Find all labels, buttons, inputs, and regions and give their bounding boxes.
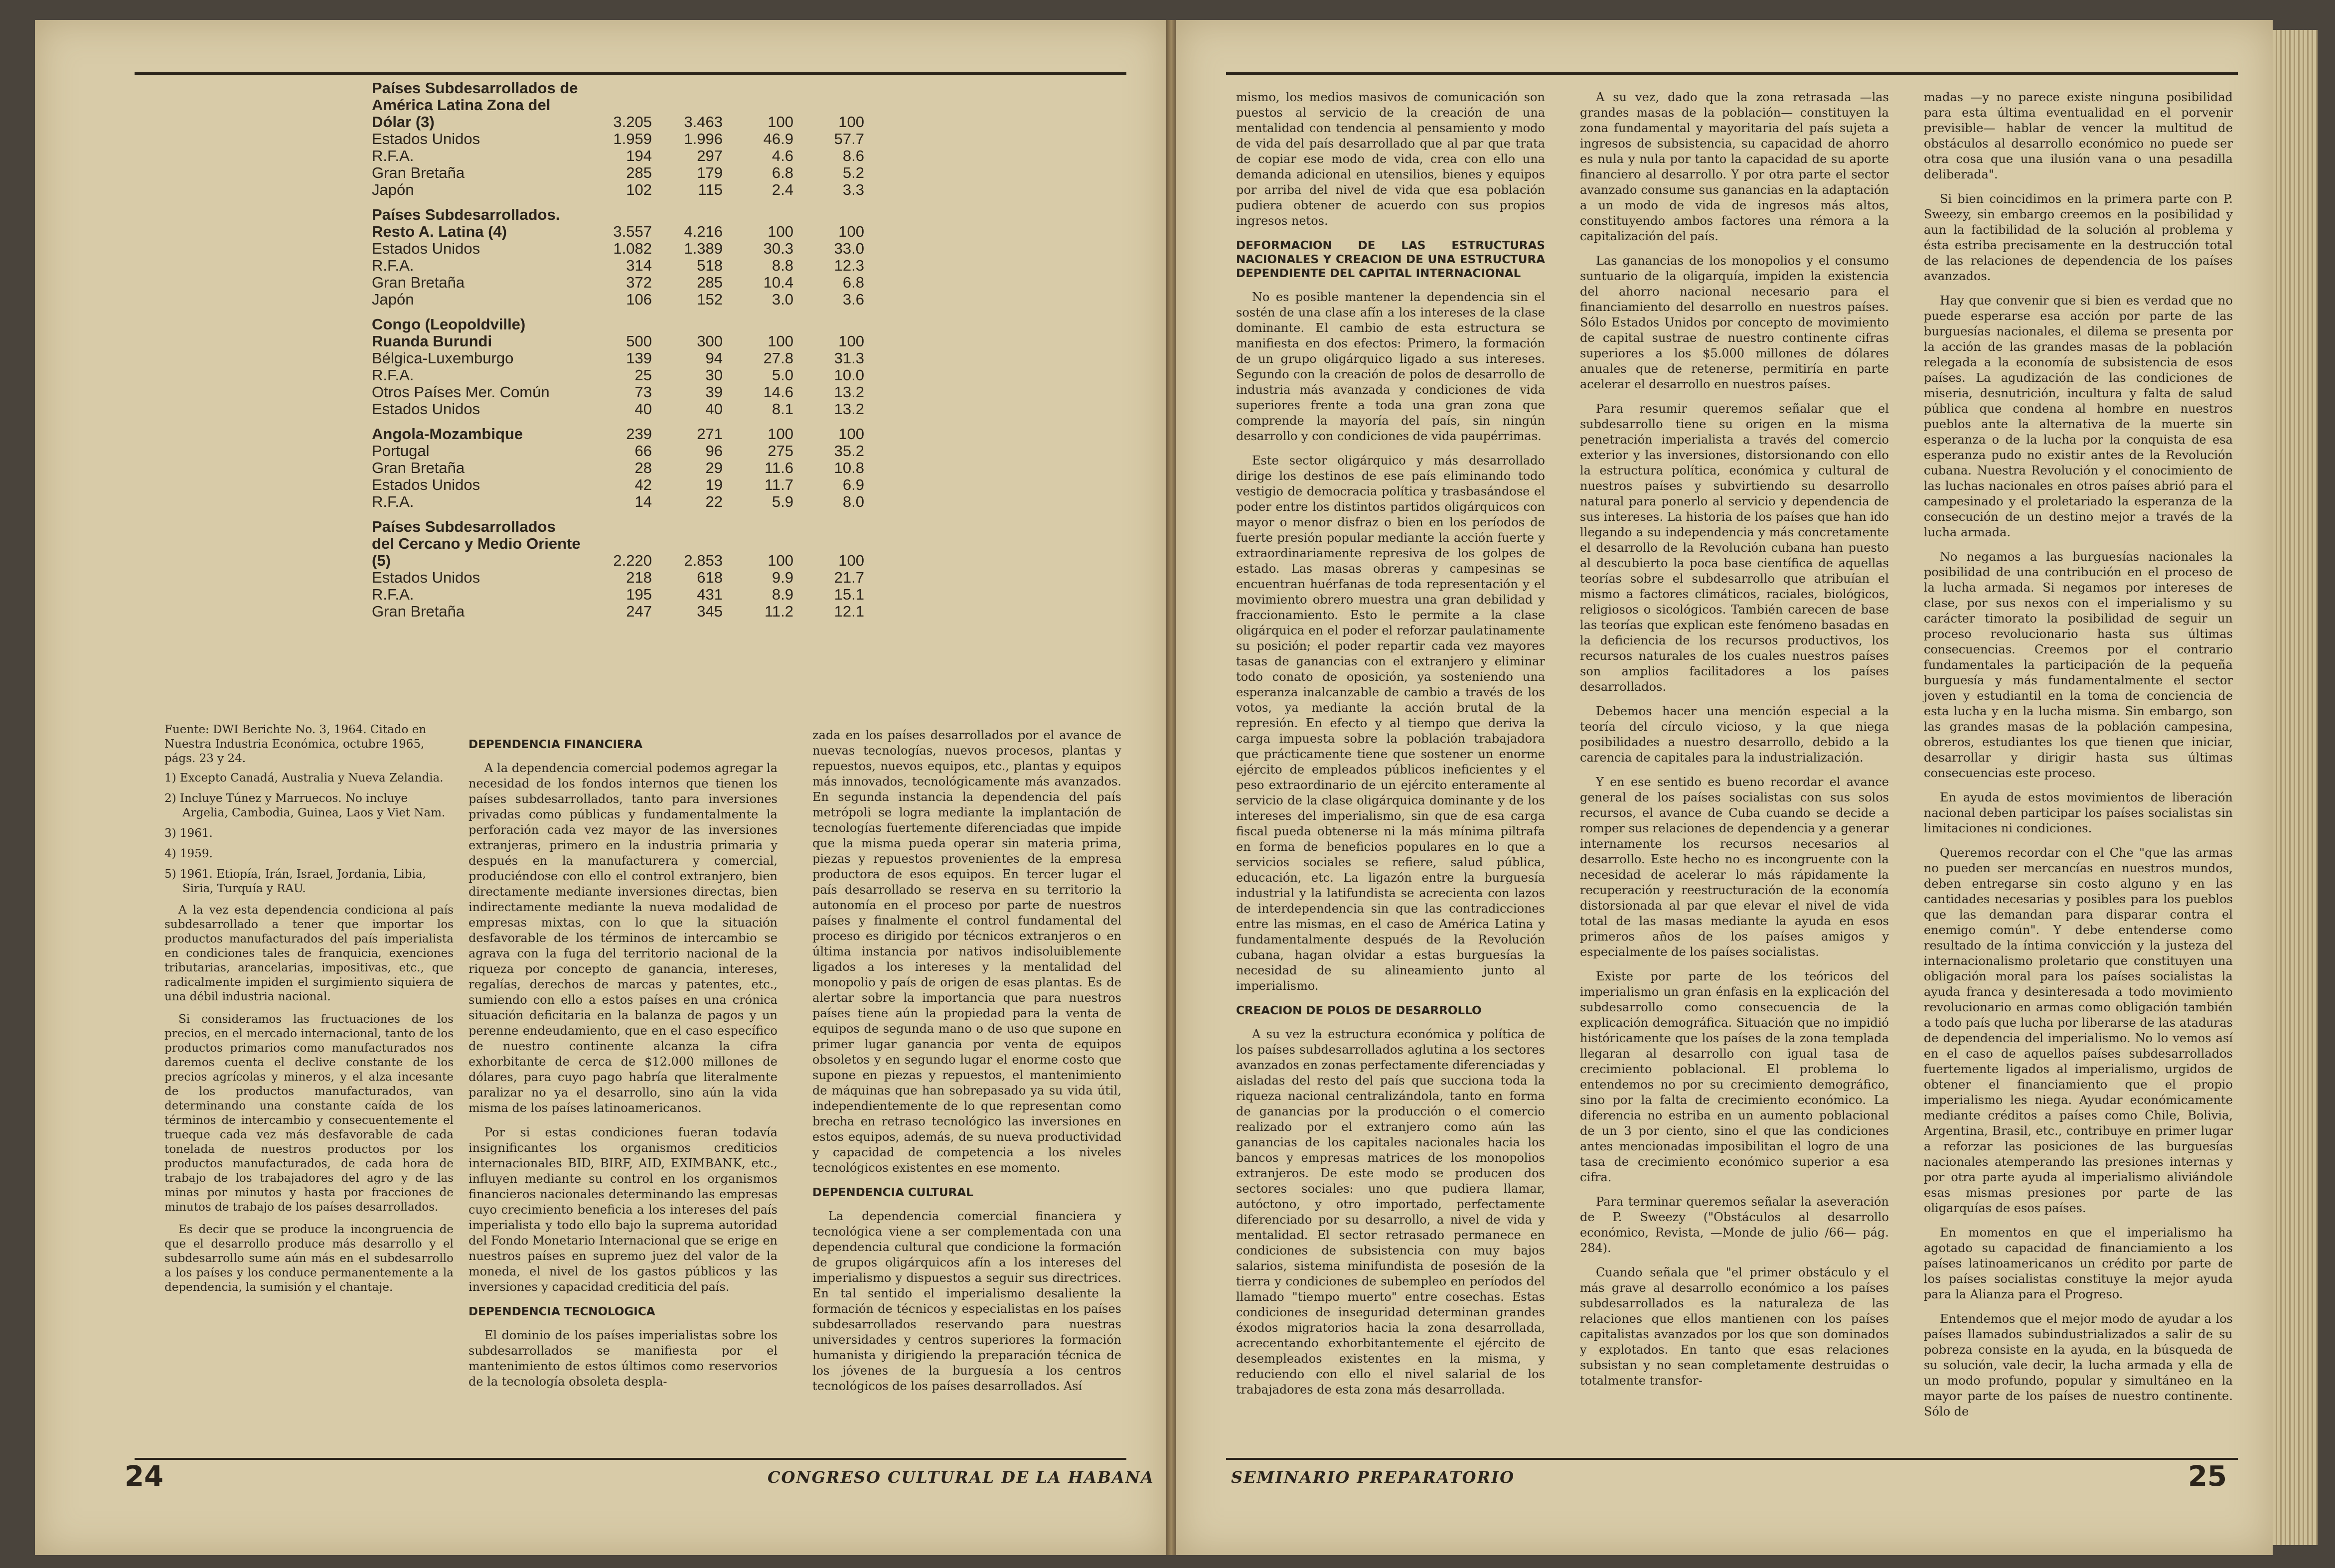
row-value: 100	[838, 223, 864, 240]
left-page	[35, 20, 1166, 1555]
table-group-row	[369, 316, 867, 350]
row-label: Estados Unidos	[372, 569, 480, 586]
row-value: 10.4	[763, 274, 793, 291]
table-row	[369, 569, 867, 586]
row-label: Japón	[372, 291, 414, 308]
right-column-3	[1924, 90, 2233, 1428]
row-value: 35.2	[834, 442, 864, 460]
section-heading: DEPENDENCIA CULTURAL	[812, 1186, 973, 1199]
table-notes	[164, 723, 454, 1303]
row-value: 3.463	[684, 113, 723, 131]
page-number: 24	[125, 1460, 163, 1493]
footer-rule	[1226, 1458, 2238, 1460]
row-value: 46.9	[763, 130, 793, 148]
footer-title: CONGRESO CULTURAL DE LA HABANA	[768, 1468, 1154, 1487]
row-label: Gran Bretaña	[372, 164, 465, 181]
row-value: 100	[768, 332, 793, 350]
row-value: 100	[768, 113, 793, 131]
table-row	[369, 350, 867, 367]
table-row	[369, 240, 867, 257]
table-row	[369, 443, 867, 460]
row-value: 2.853	[684, 552, 723, 569]
row-value: 152	[697, 291, 723, 308]
body-paragraph: zada en los países desarrollados por el avance de nuevas tecnologías, nuevos procesos, plantas y repuestos, nuevos equipos, etc., plantas y equipos más innovados, tecnológicamente más avanzados. En segunda instancia la dependencia del país metrópoli se logra mediante la implantación de tecnologías fuertemente diferenciadas que impide que la misma pueda operar sin materia prima, piezas y repuestos provenientes de la empresa productora de esos equipos. En tercer lugar el país desarrollado se reserva en su territorio la autonomía en el proceso por parte de nuestros países y finalmente el control fundamental del proceso es dirigido por técnicos extranjeros o en última instancia por nativos indisoluiblemente ligados a los intereses y la mentalidad del monopolio y país de origen de esas plantas. Es de alertar sobre la importancia que para nuestros países tiene aún la propiedad para la venta de equipos de segunda mano o de uso que supone en primer lugar ganancia por venta de equipos obsoletos y en segundo lugar el enorme costo que supone en piezas y repuestos, el mantenimiento de máquinas que han sobrepasado ya su vida útil, independientemente de lo que representan como brecha en retraso tecnológico las inversiones en estos equipos, además, de su nueva productividad y capacidad de competencia a los niveles tecnológicos existentes en ese momento.	[812, 728, 1121, 1175]
table-spacer	[369, 510, 867, 518]
row-value: 618	[697, 569, 723, 586]
row-label: R.F.A.	[372, 493, 414, 510]
row-label: Estados Unidos	[372, 476, 480, 493]
row-value: 11.7	[764, 476, 793, 493]
row-value: 42	[634, 476, 652, 493]
row-value: 8.9	[772, 586, 793, 603]
row-value: 218	[626, 569, 652, 586]
body-paragraph: En momentos en que el imperialismo ha agotado su capacidad de financiamiento a los países latinoamericanos un crédito por parte de los países socialistas constituye la mejor ayuda para la Alianza para el Progreso.	[1924, 1226, 2233, 1301]
right-page	[1176, 20, 2273, 1555]
footnote: 4) 1959.	[164, 847, 213, 860]
row-value: 39	[705, 383, 723, 401]
body-paragraph: A la dependencia comercial podemos agregar la necesidad de los fondos internos que tienen los países subdesarrollados, tanto para inversiones privadas como públicas y fundamentalmente la perforación cada vez mayor de las inversiones extranjeras, primero en la industria primaria y después en la manufacturera y comercial, produciéndose con ello el control extranjero, bien directamente mediante inversiones directas, bien indirectamente mediante la nueva modalidad de empresas mixtas, con lo que la situación desfavorable de los términos de intercambio se agrava con la fuga del territorio nacional de la riqueza por concepto de ganancia, intereses, regalías, derechos de marcas y patentes, etc., sumiendo con ello a estos países en una crónica situación deficitaria en la balanza de pagos y un perenne endeudamiento, que en el caso específico de nuestro continente alcanza la cifra exhorbitante de cerca de $12.000 millones de dólares, para cuyo pago habría que literalmente paralizar no ya el desarrollo, sino aún la vida misma de los países latinoamericanos.	[468, 761, 778, 1115]
row-label: Congo (Leopoldville) Ruanda Burundi	[372, 315, 526, 350]
row-value: 372	[626, 274, 652, 291]
row-value: 195	[626, 586, 652, 603]
row-value: 100	[838, 113, 864, 131]
row-value: 115	[698, 181, 723, 198]
row-value: 13.2	[834, 383, 864, 401]
row-value: 297	[697, 147, 723, 164]
row-value: 8.8	[772, 257, 793, 274]
row-value: 14	[634, 493, 652, 510]
table-row	[369, 164, 867, 181]
page-number: 25	[2188, 1460, 2227, 1493]
table-row	[369, 181, 867, 198]
row-value: 25	[634, 366, 652, 384]
row-value: 100	[838, 425, 864, 443]
row-value: 4.6	[772, 147, 793, 164]
footer-rule	[135, 1458, 1126, 1460]
row-value: 8.6	[842, 147, 864, 164]
body-paragraph: Las ganancias de los monopolios y el consumo suntuario de la oligarquía, impiden la existencia del ahorro nacional necesario para el financiamiento del desarrollo en nuestros países. Sólo Estados Unidos por concepto de movimiento de capital sustrae de nuestro continente cifras superiores a los $5.000 millones de dólares anuales que de retenerse, permitiría en parte acelerar el desarrollo en nuestros países.	[1580, 254, 1889, 391]
row-value: 6.8	[842, 274, 864, 291]
row-value: 285	[626, 164, 652, 181]
row-value: 275	[768, 442, 793, 460]
row-value: 6.9	[842, 476, 864, 493]
table-source: Fuente: DWI Berichte No. 3, 1964. Citado en Nuestra Industria Económica, octubre 1965, págs. 23 y 24.	[164, 723, 427, 765]
section-heading: DEFORMACION DE LAS ESTRUCTURAS NACIONALES Y CREACION DE UNA ESTRUCTURA DEPENDIENTE DEL CAPITAL INTERNACIONAL	[1236, 239, 1545, 280]
row-value: 96	[705, 442, 723, 460]
body-paragraph: Este sector oligárquico y más desarrollado dirige los destinos de ese país eliminando todo vestigio de democracia política y trasbasándose el poder entre los distintos partidos oligárquicos con mayor o menor disfraz o bien en los períodos de fuerte presión popular mediante la acción fuerte y extraordinariamente represiva de los golpes de estado. Las masas obreras y campesinas se encuentran huérfanas de toda representación y el movimiento obrero muestra una gran debilidad y fraccionamiento. Esto le permite a la clase oligárquica en el poder el reforzar paulatinamente su posición; el poder repartir cada vez mayores tasas de ganancias con el extranjero y eliminar todo conato de oposición, ya sosteniendo una esperanza inalcanzable de cambio a través de los votos, ya mediante la acción brutal de la represión. En efecto y al tiempo que deriva la carga impuesta sobre la población trabajadora que prácticamente tiene que sostener un enorme ejército de empleados públicos ineficientes y el peso extraordinario de un ejército enteramente al servicio de la clase oligárquica dominante y de los intereses del imperialismo, sin que de esa carga fiscal pueda obtenerse ni la más mínima piltrafa en forma de beneficios populares en lo que a servicios sociales se refiere, salud pública, educación, etc. La ligazón entre la burguesía industrial y la latifundista se acrecienta con lazos de interdependencia sin que las contradicciones entre las mismas, en el caso de América Latina y fundamentalmente después de la Revolución cubana, hagan olvidar a estas burguesías la necesidad de su alineamiento junto al imperialismo.	[1236, 454, 1545, 993]
table-spacer	[369, 308, 867, 316]
row-value: 3.6	[842, 291, 864, 308]
body-paragraph: No es posible mantener la dependencia sin el sostén de una clase afín a los intereses de la clase dominante. El cambio de esta estructura se manifiesta en dos efectos: Primero, la formación de un grupo oligárquico ligado a sus intereses. Segundo con la creación de polos de desarrollo de industria más avanzada y condiciones de vida superiores frente a toda una gran zona que comprende la mayoría del país, sin ningún desarrollo y con condiciones de vida paupérrimas.	[1236, 290, 1545, 443]
row-value: 271	[697, 425, 723, 443]
row-label: Estados Unidos	[372, 240, 480, 257]
footnote: 2) Incluye Túnez y Marruecos. No incluye Argelia, Cambodia, Guinea, Laos y Viet Nam.	[164, 792, 446, 819]
footer-title: SEMINARIO PREPARATORIO	[1231, 1468, 1515, 1487]
body-paragraph: Y en ese sentido es bueno recordar el avance general de los países socialistas con sus solos recursos, el avance de Cuba cuando se decide a romper sus relaciones de dependencia y a generar internamente los recursos necesarios al desarrollo. Este hecho no es incongruente con la necesidad de acelerar lo más rápidamente la recuperación y reestructuración de la economía distorsionada al par que elevar el nivel de vida total de las masas mediante la ayuda en esos primeros años de los países amigos y especialmente de los países socialistas.	[1580, 775, 1889, 959]
table-row	[369, 257, 867, 274]
row-value: 431	[697, 586, 723, 603]
table-row	[369, 384, 867, 401]
row-label: Países Subdesarrollados del Cercano y Medio Oriente (5)	[372, 518, 581, 569]
row-value: 28	[634, 459, 652, 476]
body-paragraph: Cuando señala que "el primer obstáculo y el más grave al desarrollo económico a los países subdesarrollados es la naturaleza de las relaciones que ellos mantienen con los países capitalistas avanzados por los que son dominados y explotados. En tanto que esas relaciones subsistan y no sean completamente destruidas o totalmente transfor-	[1580, 1265, 1889, 1388]
row-value: 100	[838, 332, 864, 350]
row-value: 5.0	[772, 366, 793, 384]
page-edges	[2273, 30, 2318, 1545]
row-value: 194	[626, 147, 652, 164]
body-paragraph: Es decir que se produce la incongruencia de que el desarrollo produce más desarrollo y el subdesarrollo sume aún más en el subdesarrollo a los países y los conduce permanentemente a la dependencia, la sumisión y el chantaje.	[164, 1223, 454, 1294]
row-label: Gran Bretaña	[372, 603, 465, 620]
row-value: 13.2	[834, 400, 864, 418]
table-row	[369, 367, 867, 384]
table-row	[369, 401, 867, 418]
body-paragraph: Si bien coincidimos en la primera parte con P. Sweezy, sin embargo creemos en la posibilidad y aun la factibilidad de la solución al problema y ésta estriba precisamente en la destrucción total de las relaciones de dependencia de los países avanzados.	[1924, 192, 2233, 283]
table-spacer	[369, 418, 867, 426]
row-value: 30	[705, 366, 723, 384]
body-paragraph: No negamos a las burguesías nacionales la posibilidad de una contribución en el proceso de la lucha armada. Si negamos por intereses de clase, por sus nexos con el imperialismo y su carácter timorato la posibilidad de seguir un proceso revolucionario hasta sus últimas consecuencias. Creemos por el contrario fundamentales la participación de la pequeña burguesía y más fundamentalmente el sector joven y estudiantil en la toma de conciencia de esta lucha y en la lucha misma. Sin embargo, son las grandes masas de la población campesina, obreros, estudiantes los que tienen que iniciar, desarrollar y dirigir hasta sus últimas consecuencias este proceso.	[1924, 550, 2233, 780]
footnote: 1) Excepto Canadá, Australia y Nueva Zelandia.	[164, 772, 444, 784]
spine-gutter	[1166, 20, 1176, 1555]
row-value: 345	[697, 603, 723, 620]
section-heading: DEPENDENCIA FINANCIERA	[468, 738, 643, 751]
row-value: 100	[768, 425, 793, 443]
row-value: 285	[697, 274, 723, 291]
row-value: 30.3	[763, 240, 793, 257]
row-value: 500	[626, 332, 652, 350]
table-row	[369, 603, 867, 620]
body-paragraph: A la vez esta dependencia condiciona al país subdesarrollado a tener que importar los productos manufacturados del país imperialista en condiciones tales de franquicia, exenciones tributarias, arancelarias, impositivas, etc., que radicalmente impiden el surgimiento siquiera de una débil industria nacional.	[164, 904, 454, 1003]
row-label: Japón	[372, 181, 414, 198]
table-row	[369, 460, 867, 476]
body-paragraph: Existe por parte de los teóricos del imperialismo un gran énfasis en la explicación del subdesarrollo como consecuencia de la explicación demográfica. Situación que no impidió históricamente que los países de la zona templada llegaran al desarrollo con igual tasa de crecimiento poblacional. El problema lo entendemos no por su crecimiento demográfico, sino por la falta de crecimiento económico. La diferencia no estriba en un aumento poblacional de un 3 por ciento, sino el que las condiciones antes mencionadas imposibilitan el logro de una tasa de crecimiento económico superior a esa cifra.	[1580, 969, 1889, 1184]
row-value: 11.6	[764, 459, 793, 476]
table-spacer	[369, 198, 867, 206]
body-paragraph: Hay que convenir que si bien es verdad que no puede esperarse esa acción por parte de las burguesías nacionales, el dilema se presenta por la acción de las grandes masas de la población relegada a la economía de subsistencia de esos países. La agudización de las condiciones de miseria, desnutrición, incultura y falta de salud pública que condena al hombre en nuestros pueblos ante la alternativa de la muerte sin esperanza o de la lucha por la conquista de esa esperanza pudo no existir antes de la Revolución cubana. Nuestra Revolución y el conocimiento de las luchas nacionales en otros países abrió para el campesinado y el proletariado la esperanza de la consecución de un destino mejor a través de la lucha armada.	[1924, 294, 2233, 539]
row-value: 2.220	[613, 552, 652, 569]
row-value: 12.1	[834, 603, 864, 620]
row-value: 57.7	[834, 130, 864, 148]
row-value: 40	[634, 400, 652, 418]
body-paragraph: Por si estas condiciones fueran todavía insignificantes los organismos crediticios internacionales BID, BIRF, AID, EXIMBANK, etc., influyen mediante su control en los organismos financieros nacionales determinando las empresas cuyo crecimiento beneficia a los intereses del país imperialista y todo ello bajo la suprema autoridad del Fondo Monetario Internacional que se erige en nuestros países en supremo juez del valor de la moneda, el nivel de los gastos públicos y las inversiones y capacidad crediticia del país.	[468, 1125, 778, 1294]
row-value: 518	[697, 257, 723, 274]
table-group-row	[369, 426, 867, 443]
row-label: Estados Unidos	[372, 400, 480, 418]
row-value: 14.6	[763, 383, 793, 401]
table-group-row	[369, 206, 867, 240]
footnote: 5) 1961. Etiopía, Irán, Israel, Jordania, Libia, Siria, Turquía y RAU.	[164, 868, 426, 895]
section-heading: CREACION DE POLOS DE DESARROLLO	[1236, 1004, 1482, 1017]
row-value: 10.0	[834, 366, 864, 384]
statistics-table	[369, 80, 867, 620]
row-value: 1.959	[613, 130, 652, 148]
table-row	[369, 476, 867, 493]
row-label: R.F.A.	[372, 257, 414, 274]
row-value: 1.389	[684, 240, 723, 257]
section-heading: DEPENDENCIA TECNOLOGICA	[468, 1305, 655, 1318]
row-value: 29	[705, 459, 723, 476]
row-value: 3.557	[613, 223, 652, 240]
body-paragraph: Si consideramos las fructuaciones de los precios, en el mercado internacional, tanto de los productos primarios como manufacturados nos daremos cuenta el declive constante de los precios agrícolas y mineros, y el alza incesante de los productos manufacturados, van determinando una constante caída de los términos de intercambio y consecuentemente el trueque cada vez más desfavorable de cada tonelada de nuestros productos por los productos manufacturados, de cada hora de trabajo de los trabajadores del agro y de las minas por minutos y hasta por fracciones de minutos de trabajo de los países desarrollados.	[164, 1013, 454, 1214]
row-value: 300	[697, 332, 723, 350]
row-value: 22	[705, 493, 723, 510]
row-label: Estados Unidos	[372, 130, 480, 148]
table-row	[369, 148, 867, 164]
row-value: 1.082	[613, 240, 652, 257]
row-label: R.F.A.	[372, 366, 414, 384]
row-label: Portugal	[372, 442, 430, 460]
body-paragraph: El dominio de los países imperialistas sobre los subdesarrollados se manifiesta por el mantenimiento de estos últimos como reservorios de la tecnología obsoleta despla-	[468, 1328, 778, 1389]
row-value: 106	[626, 291, 652, 308]
row-value: 21.7	[834, 569, 864, 586]
table-row	[369, 586, 867, 603]
body-paragraph: mismo, los medios masivos de comunicación son puestos al servicio de la creación de una mentalidad con tendencia al pensamiento y modo de vida del país desarrollado que al par que trata de copiar ese modo de vida, crea con ello una demanda adicional en utensilios, bienes y equipos por arriba del nivel de vida que esa población pudiera obtener de acuerdo con sus propios ingresos netos.	[1236, 90, 1545, 228]
row-value: 239	[626, 425, 652, 443]
body-paragraph: A su vez, dado que la zona retrasada —las grandes masas de la población— constituyen la zona fundamental y mayoritaria del país sujeta a ingresos de subsistencia, su capacidad de ahorro es nula y nula por tanto la capacidad de su aporte financiero al desarrollo. Y por otra parte el sector avanzado consume sus ganancias en la adaptación a un modo de vida de ingresos más altos, constituyendo ambos factores una rémora a la capitalización del país.	[1580, 90, 1889, 243]
body-paragraph: En ayuda de estos movimientos de liberación nacional deben participar los países socialistas sin limitaciones ni condiciones.	[1924, 790, 2233, 835]
row-value: 8.1	[772, 400, 793, 418]
body-paragraph: Para resumir queremos señalar que el subdesarrollo tiene su origen en la misma penetración imperialista a través del comercio exterior y las inversiones, distorsionando con ello la estructura política, económica y cultural de nuestros países y subvirtiendo su desarrollo natural para ponerlo al servicio y dependencia de sus intereses. La historia de los países que han ido llegando a su independencia y más concretamente el desarrollo de la Revolución cubana han puesto al descubierto la poca base científica de aquellas teorías sobre el subdesarrollo que atribuían el mismo a factores climáticos, raciales, biológicos, religiosos o sicológicos. También carecen de base las teorías que explican este fenómeno basadas en la deficiencia de los recursos productivos, los recursos naturales de los cuales nuestros países son amplios facilitadores a los países desarrollados.	[1580, 402, 1889, 694]
row-label: Otros Países Mer. Común	[372, 383, 550, 401]
top-rule	[135, 72, 1126, 75]
left-column-2	[468, 728, 778, 1399]
row-value: 12.3	[834, 257, 864, 274]
row-label: Angola-Mozambique	[372, 425, 523, 443]
row-value: 314	[626, 257, 652, 274]
row-value: 19	[705, 476, 723, 493]
row-label: Países Subdesarrollados de América Latina Zona del Dólar (3)	[372, 79, 578, 131]
row-value: 3.205	[613, 113, 652, 131]
body-paragraph: La dependencia comercial financiera y tecnológica viene a ser complementada con una dependencia cultural que condicione la formación de grupos oligárquicos afín a los intereses del imperialismo y dispuestos a seguir sus directrices. En tal sentido el imperialismo desaliente la formación de técnicos y especialistas en los países subdesarrollados reservando para nuestras universidades y centros superiores la formación humanista y dirigiendo la preparación técnica de los jóvenes de la burguesía a los centros tecnológicos de los países desarrollados. Así	[812, 1209, 1121, 1393]
row-label: Gran Bretaña	[372, 274, 465, 291]
body-paragraph: Debemos hacer una mención especial a la teoría del círculo vicioso, y la que niega posibilidades a nuestro desarrollo, debido a la carencia de capitales para la industrialización.	[1580, 704, 1889, 765]
table-row	[369, 291, 867, 308]
row-value: 3.0	[772, 291, 793, 308]
right-column-2	[1580, 90, 1889, 1398]
row-label: R.F.A.	[372, 586, 414, 603]
row-value: 9.9	[772, 569, 793, 586]
row-value: 8.0	[842, 493, 864, 510]
row-value: 27.8	[763, 349, 793, 367]
row-value: 5.2	[842, 164, 864, 181]
row-value: 100	[838, 552, 864, 569]
row-value: 10.8	[834, 459, 864, 476]
left-column-3	[812, 728, 1121, 1403]
row-value: 100	[768, 552, 793, 569]
row-value: 33.0	[834, 240, 864, 257]
row-value: 94	[705, 349, 723, 367]
row-value: 247	[626, 603, 652, 620]
footnote-list	[164, 771, 454, 896]
body-paragraph: Entendemos que el mejor modo de ayudar a los países llamados subindustrializados a salir de su pobreza consiste en la ayuda, en la búsqueda de su solución, vale decir, la lucha armada y ella de un modo profundo, popular y simultáneo en la mayor parte de los países de nuestro continente. Sólo de	[1924, 1312, 2233, 1418]
row-value: 4.216	[684, 223, 723, 240]
table-row	[369, 493, 867, 510]
row-value: 179	[697, 164, 723, 181]
top-rule	[1226, 72, 2238, 75]
row-value: 5.9	[772, 493, 793, 510]
row-value: 1.996	[684, 130, 723, 148]
table-group-row	[369, 518, 867, 569]
row-value: 66	[634, 442, 652, 460]
row-label: Gran Bretaña	[372, 459, 465, 476]
table-row	[369, 274, 867, 291]
row-value: 15.1	[834, 586, 864, 603]
row-value: 139	[626, 349, 652, 367]
body-paragraph: Para terminar queremos señalar la aseveración de P. Sweezy ("Obstáculos al desarrollo económico, Revista, —Monde de julio /66— pág. 284).	[1580, 1195, 1889, 1255]
body-paragraph: madas —y no parece existe ninguna posibilidad para esta última eventualidad en el porvenir previsible— hablar de vencer la multitud de obstáculos al desarrollo económico no puede ser otra cosa que una ilusión vana o una pesadilla deliberada".	[1924, 90, 2233, 181]
table-group-row	[369, 80, 867, 131]
row-value: 31.3	[834, 349, 864, 367]
row-label: Países Subdesarrollados. Resto A. Latina (4)	[372, 206, 560, 240]
row-label: R.F.A.	[372, 147, 414, 164]
row-value: 11.2	[764, 603, 793, 620]
row-value: 40	[705, 400, 723, 418]
right-column-1	[1236, 90, 1545, 1407]
row-label: Bélgica-Luxemburgo	[372, 349, 514, 367]
footnote: 3) 1961.	[164, 827, 213, 840]
row-value: 100	[768, 223, 793, 240]
row-value: 6.8	[772, 164, 793, 181]
body-paragraph: A su vez la estructura económica y política de los países subdesarrollados aglutina a los sectores avanzados en zonas perfectamente diferenciadas y aisladas del resto del país que succiona toda la riqueza nacional centralizándola, tanto en forma de ganancias por la producción o el comercio realizado por el extranjero como aún las ganancias de los capitales nacionales hacia los bancos y empresas matrices de los monopolios extranjeros. De este modo se producen dos sectores sociales: uno que pudiera llamar, autóctono, y otro importado, perfectamente diferenciado por su desarrollo, a nivel de vida y mentalidad. El sector retrasado permanece en condiciones de subsistencia con muy bajos salarios, sistema minifundista de posesión de la tierra y condiciones de subempleo en períodos del llamado "tiempo muerto" entre cosechas. Estas condiciones de inseguridad determinan grandes éxodos migratorios hacia la zona desarrollada, acrecentando exhorbitantemente el ejército de desempleados existentes en la misma, y reduciendo con ello el nivel salarial de los trabajadores de esta zona más desarrollada.	[1236, 1027, 1545, 1397]
row-value: 2.4	[772, 181, 793, 198]
row-value: 3.3	[842, 181, 864, 198]
table-row	[369, 131, 867, 148]
row-value: 73	[634, 383, 652, 401]
row-value: 102	[626, 181, 652, 198]
body-paragraph: Queremos recordar con el Che "que las armas no pueden ser mercancías en nuestros mundos, deben entregarse sin costo alguno y en las cantidades necesarias y posibles para los pueblos que las demandan para disparar contra el enemigo común". Y debe entenderse como resultado de la íntima convicción y la justeza del internacionalismo proletario que constituyen una obligación moral para los países socialistas la ayuda franca y desinteresada a todo movimiento revolucionario en armas como obligación también a todo país que lucha por liberarse de las ataduras de dependencia del imperialismo. No lo vemos así en el caso de aquellos países subdesarrollados fuertemente ligados al imperialismo, urgidos de obtener el financiamiento que el propio imperialismo les niega. Ayudar económicamente mediante créditos a países como Chile, Bolivia, Argentina, Brasil, etc., contribuye en primer lugar a reforzar las posiciones de las burguesías nacionales atemperando las presiones internas y por otra parte ayuda al imperialismo aliviándole esas mismas presiones por parte de las oligarquías de esos países.	[1924, 846, 2233, 1215]
